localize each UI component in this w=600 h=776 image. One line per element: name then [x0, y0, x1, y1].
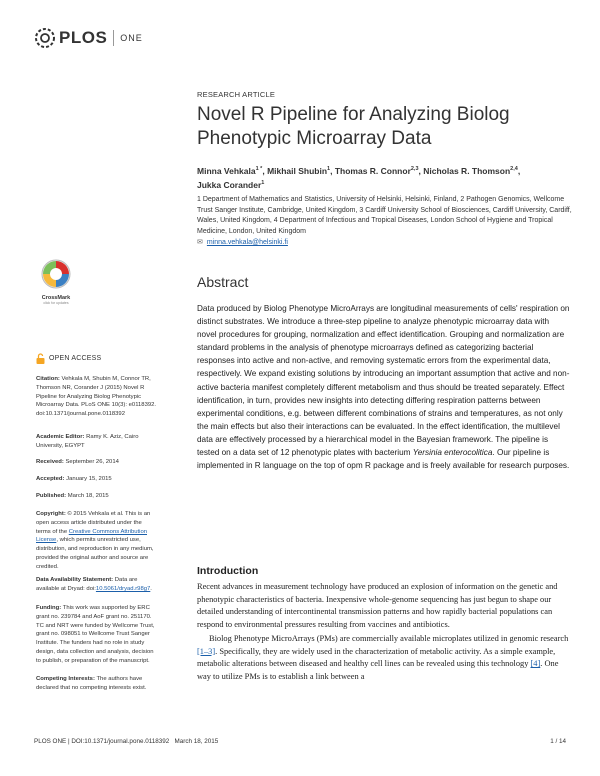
author-affiliation-mark: 2,3	[410, 166, 419, 172]
editor-text: Ramy K. Aziz, Cairo University, EGYPT	[36, 434, 139, 449]
funding-block	[36, 604, 158, 666]
abstract-body	[197, 302, 570, 472]
crossmark-icon	[41, 259, 71, 289]
copyright-block	[36, 510, 158, 572]
crossmark-label: CrossMark	[41, 295, 71, 301]
competing-interests-text: The authors have declared that no competing interests exist.	[36, 676, 147, 691]
editor-block	[36, 433, 158, 451]
received-label: Received:	[36, 459, 64, 465]
dryad-link[interactable]: 10.5061/dryad.r98g7	[95, 585, 151, 592]
open-access-badge	[36, 353, 101, 364]
author-affiliation-mark: 1 *	[255, 166, 263, 172]
journal-name: ONE	[120, 33, 143, 43]
paragraph-text: Biolog Phenotype MicroArrays (PMs) are commercially available microplates utilized in genomic research	[209, 634, 569, 643]
introduction-heading: Introduction	[197, 565, 259, 577]
copyright-text-end: , which permits unrestricted use, distribution, and reproduction in any medium, provided the original author and source are credited.	[36, 537, 154, 570]
affiliation: 1 Department of Mathematics and Statistics, University of Helsinki, Helsinki, Finland,	[197, 196, 459, 203]
author-name[interactable]: Jukka Corander	[197, 179, 262, 190]
reference-link[interactable]: [4]	[530, 659, 541, 669]
paragraph-text: . Specifically, they are widely used in the characterization of metabolic activity. As a simple example, metabolic alterations between diseased and healthy cell lines can be revealed using this technology	[197, 646, 556, 669]
affiliation: 2 Pathogen Genomics, Wellcome Trust Sanger Institute, Cambridge, United Kingdom,	[197, 196, 565, 214]
author-name[interactable]: Nicholas R. Thomson	[423, 165, 511, 176]
affiliation: 4 Department of Infectious and Tropical Diseases, London School of Hygiene and Tropical Medicine, London, United Kingdom	[197, 217, 553, 235]
abstract-text: Data produced by Biolog Phenotype MicroArrays are longitudinal measurements of cells' respiration on distinct substrates. We introduce a three-step pipeline to analyze phenotypic microarray data with novel procedures for grouping, normalization and effect identification. Grouping and normalization are standard problems in the analysis of phenotype microarrays defined as categorizing bacterial responses into active and non-active, and removing systematic errors from the experimental data, respectively. We expand existing solutions by introducing an important assumption that active and non-active bacteria manifest completely different metabolism and thus should be treated separately. Effect identification, in turn, provides new insights into detecting differing respiration patterns between experimental conditions, e.g. between different combinations of strains and temperatures, as not only the main effects but also their interactions can be evaluated. In the effect identification, the multilevel data are effectively processed by a hierarchical model in the Bayesian framework. The pipeline is tested on a data set of 12 phenotypic plates with bacterium	[197, 304, 570, 458]
article-type: RESEARCH ARTICLE	[197, 90, 276, 99]
page-number: 1 / 14	[550, 738, 566, 745]
published-label: Published:	[36, 493, 67, 499]
funding-label: Funding:	[36, 605, 62, 611]
funding-text: This work was supported by ERC grant no. 239784 and AoF grant no. 251170. TC and NRT were funded by Wellcome Trust, grant no. 098051 to Wellcome Trust Sanger Institute. The funders had no role in study design, data collection and analysis, decision to publish, or preparation of the manuscript.	[36, 605, 155, 664]
competing-interests-label: Competing Interests:	[36, 676, 95, 682]
accepted-label: Accepted:	[36, 476, 65, 482]
introduction-paragraph: Recent advances in measurement technology have produced an explosion of information on the genetic and phenotypic characteristics of bacteria. Inexpensive whole-genome sequencing has just begun to shape our detailed understanding of intercontinental transmission patterns and how rapidly bacterial populations can respond to environmental pressures resulting from vaccines and antibiotics.	[197, 582, 558, 629]
crossmark-sub: click for updates	[43, 301, 69, 305]
received-date: September 26, 2014	[65, 459, 119, 465]
affiliations	[197, 195, 572, 237]
plos-one-logo[interactable]	[34, 27, 143, 49]
author-affiliation-mark: 1	[327, 166, 331, 172]
citation-text: Vehkala M, Shubin M, Connor TR, Thomson NR, Corander J (2015) Novel R Pipeline for Analyzing Biolog Phenotypic Microarray Data. PLoS ONE 10(3): e0118392. doi:10.1371/journal.pone.0118392	[36, 376, 157, 418]
copyright-text: © 2015 Vehkala et al. This is an open access article distributed under the terms of the	[36, 511, 151, 535]
email-icon: ✉	[197, 239, 203, 246]
open-access-label: OPEN ACCESS	[49, 355, 102, 362]
author-affiliation-mark: 2,4	[510, 166, 518, 172]
accepted-date: January 15, 2015	[66, 476, 112, 482]
license-link[interactable]: Creative Commons Attribution License	[36, 528, 147, 544]
received-block	[36, 458, 158, 467]
published-date: March 18, 2015	[67, 493, 109, 499]
author-name[interactable]: Minna Vehkala	[197, 165, 256, 176]
email-link[interactable]: minna.vehkala@helsinki.fi	[206, 239, 288, 246]
crossmark-badge[interactable]	[39, 259, 73, 305]
plos-logo-icon	[34, 27, 56, 49]
author-list: Minna Vehkala$^{1 *}$, Mikhail Shubin$^1$, Thomas R. Connor$^{2,3}$, Nicholas R. Thomson$^{2,4}$, Jukka Corander$^1$	[197, 165, 521, 190]
data-availability-label: Data Availability Statement:	[36, 577, 114, 583]
citation-block	[36, 375, 158, 419]
data-availability-text: Data are available at Dryad: doi:	[36, 577, 138, 592]
reference-link[interactable]: [1–3]	[197, 646, 216, 656]
editor-label: Academic Editor:	[36, 434, 85, 440]
author-name[interactable]: Mikhail Shubin	[267, 165, 328, 176]
logo-divider	[113, 30, 114, 46]
article-title: Novel R Pipeline for Analyzing Biolog Phenotypic Microarray Data	[197, 104, 510, 149]
affiliation: 3 Cardiff University School of Biosciences, Cardiff University, Cardiff, Wales, United Kingdom,	[197, 206, 572, 224]
citation-label: Citation:	[36, 376, 60, 382]
abstract-heading: Abstract	[197, 274, 249, 290]
data-availability-end: .	[150, 585, 152, 592]
abstract-text-end: . Our pipeline is implemented in R language on the top of opm R package and is freely available for research purposes.	[197, 448, 570, 471]
data-availability-block	[36, 576, 158, 594]
author-name[interactable]: Thomas R. Connor	[334, 165, 411, 176]
author-affiliation-mark: 1	[261, 179, 265, 186]
paragraph-text: . One way to utilize PMs is to establish a link between a	[197, 659, 559, 681]
brand-name: PLOS	[59, 28, 108, 47]
introduction-paragraph	[197, 633, 572, 683]
published-block	[36, 492, 158, 501]
corresponding-email	[197, 238, 288, 246]
abstract-species: Yersinia enterocolitica	[412, 448, 493, 458]
open-lock-icon	[36, 353, 45, 364]
copyright-label: Copyright:	[36, 511, 66, 517]
footer-citation: PLOS ONE | DOI:10.1371/journal.pone.0118392 March 18, 2015	[34, 738, 219, 745]
accepted-block	[36, 475, 158, 484]
page-footer	[34, 738, 566, 745]
competing-interests-block	[36, 675, 158, 693]
